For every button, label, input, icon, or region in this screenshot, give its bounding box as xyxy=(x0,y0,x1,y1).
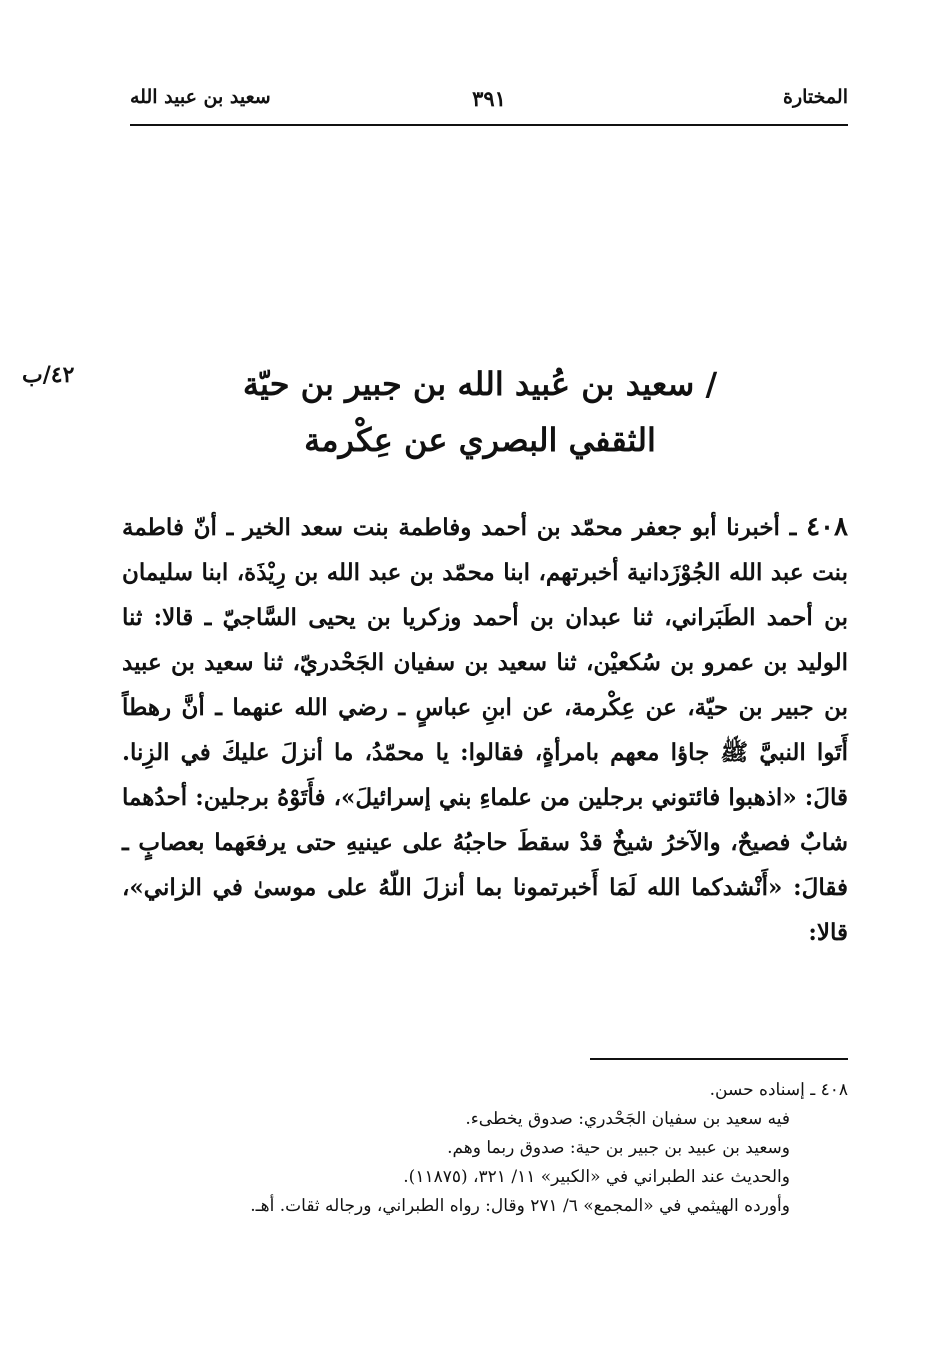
section-title xyxy=(150,356,810,468)
hadith-text: ـ أخبرنا أبو جعفر محمّد بن أحمد وفاطمة بنت سعد الخير ـ أنّ فاطمة بنت عبد الله الجُوْزَدانية أخبرتهم، ابنا محمّد بن عبد الله بن رِيْذَة، ابنا سليمان بن أحمد الطَبَراني، ثنا عبدان بن أحمد وزكريا بن يحيى السَّاجيّ ـ قالا: ثنا الوليد بن عمرو بن سُكعيْن، ثنا سعيد بن سفيان الجَحْدريّ، ثنا سعيد بن عبيد بن جبير بن حيّة، عن عِكْرمة، عن ابنِ عباسٍ ـ رضي الله عنهما ـ أنَّ رهطاً أَتَوا النبيَّ ﷺ جاؤا معهم بامرأةٍ، فقالوا: يا محمّدُ، ما أنزلَ عليكَ في الزِنا. قالَ: «اذهبوا فائتوني برجلين من علماءِ بني إسرائيلَ»، فأَتَوْهُ برجلين: أحدُهما شابٌ فصيحٌ، والآخرُ شيخٌ قدْ سقطَ حاجبُهُ على عينيهِ حتى يرفعَهما بعصابٍ ـ فقالَ: «أَنْشدكما الله لَمَا أَخبرتمونا بما أنزلَ اللّهُ على موسىٰ في الزاني»، قالا: xyxy=(122,514,848,946)
footnote-line: والحديث عند الطبراني في «الكبير» ١١/ ٣٢١، (١١٨٧٥). xyxy=(403,1167,790,1187)
footnote-line: فيه سعيد بن سفيان الجَحْدري: صدوق يخطىء. xyxy=(465,1109,790,1129)
section-title-line-1: / سعيد بن عُبيد الله بن جبير بن حيّة xyxy=(242,365,718,403)
footnote-line: وأورده الهيثمي في «المجمع» ٦/ ٢٧١ وقال: رواه الطبراني، ورجاله ثقات. أهـ. xyxy=(250,1196,790,1216)
page-number: ٣٩١ xyxy=(472,86,506,111)
hadith-paragraph xyxy=(122,505,848,955)
footnote-divider xyxy=(590,1058,848,1060)
manuscript-folio-note: ٤٢/ب xyxy=(22,362,75,388)
header-book-title: المختارة xyxy=(783,86,848,108)
footnote-line: ٤٠٨ ـ إسناده حسن. xyxy=(709,1080,848,1100)
hadith-number: ٤٠٨ xyxy=(806,512,848,542)
header-chapter-title: سعيد بن عبيد الله xyxy=(130,86,271,108)
section-title-line-2: الثقفي البصري عن عِكْرمة xyxy=(304,421,656,459)
hadith-body xyxy=(122,505,848,955)
running-header xyxy=(130,86,848,120)
footnotes xyxy=(130,1076,848,1221)
footnote-line: وسعيد بن عبيد بن جبير بن حية: صدوق ربما وهم. xyxy=(447,1138,790,1158)
header-divider xyxy=(130,124,848,126)
